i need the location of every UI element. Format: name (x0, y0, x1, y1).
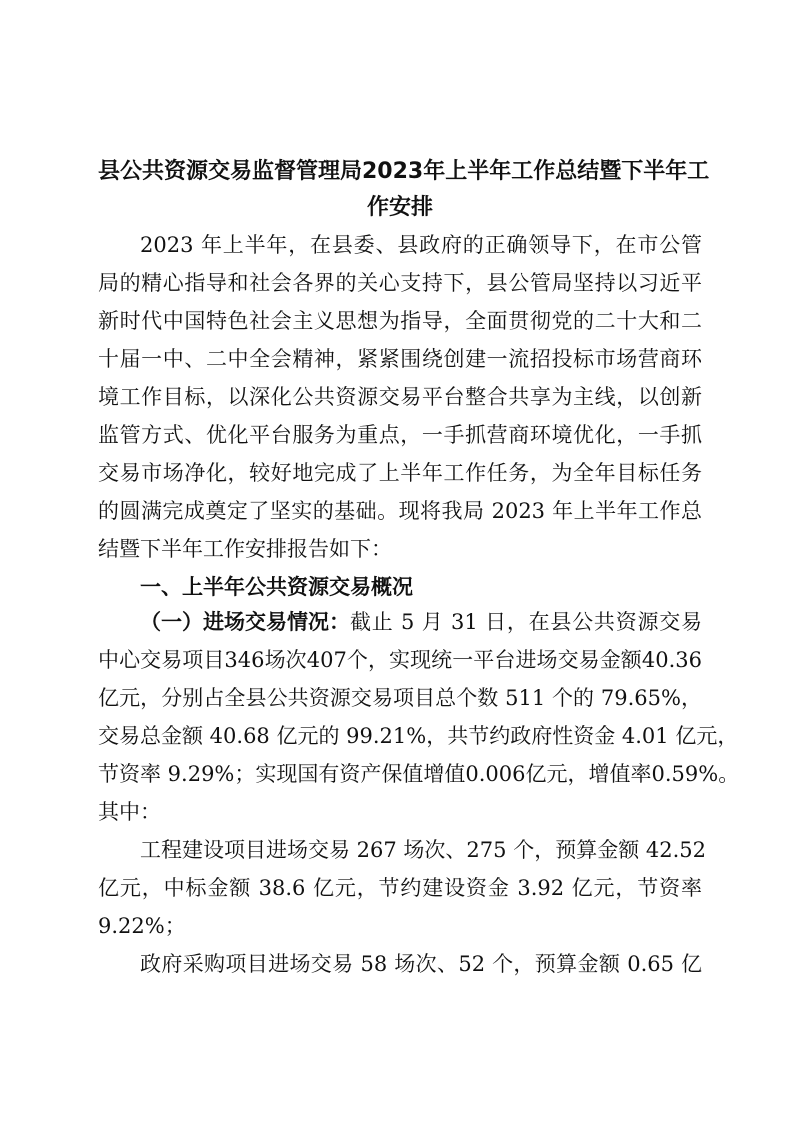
document-title-line-2: 作安排 (366, 195, 433, 220)
intro-paragraph-line: 局的精心指导和社会各界的关心支持下，县公管局坚持以习近平 (98, 271, 702, 295)
intro-paragraph-line: 的圆满完成奠定了坚实的基础。现将我局 2023 年上半年工作总 (98, 499, 702, 523)
intro-paragraph-line: 结暨下半年工作安排报告如下： (98, 537, 392, 561)
document-title-line-1: 县公共资源交易监督管理局2023年上半年工作总结暨下半年工 (98, 159, 710, 184)
intro-paragraph-line: 新时代中国特色社会主义思想为指导，全面贯彻党的二十大和二 (98, 309, 702, 333)
engineering-paragraph-line: 亿元，中标金额 38.6 亿元，节约建设资金 3.92 亿元，节资率 (98, 876, 702, 900)
procurement-paragraph-line: 政府采购项目进场交易 58 场次、52 个，预算金额 0.65 亿 (140, 952, 702, 976)
subsection-1-text: 截止 5 月 31 日，在县公共资源交易 (350, 610, 702, 634)
intro-paragraph-line: 十届一中、二中全会精神，紧紧围绕创建一流招投标市场营商环 (98, 347, 702, 371)
subsection-1-line: 交易总金额 40.68 亿元的 99.21%，共节约政府性资金 4.01 亿元， (98, 724, 739, 748)
subsection-1-label: （一）进场交易情况： (140, 610, 350, 634)
engineering-paragraph-line: 工程建设项目进场交易 267 场次、275 个，预算金额 42.52 (140, 838, 706, 862)
intro-paragraph-line: 交易市场净化，较好地完成了上半年工作任务，为全年目标任务 (98, 461, 702, 485)
intro-paragraph-line: 2023 年上半年，在县委、县政府的正确领导下，在市公管 (140, 233, 702, 257)
subsection-1-line: 中心交易项目346场次407个，实现统一平台进场交易金额40.36 (98, 648, 702, 672)
engineering-paragraph-line: 9.22%； (98, 914, 186, 938)
subsection-1-line: 其中： (98, 800, 161, 824)
intro-paragraph-line: 监管方式、优化平台服务为重点，一手抓营商环境优化，一手抓 (98, 423, 702, 447)
subsection-1-first-line (140, 609, 702, 635)
subsection-1-line: 亿元，分别占全县公共资源交易项目总个数 511 个的 79.65%， (98, 686, 702, 710)
subsection-1-line: 节资率 9.29%；实现国有资产保值增值0.006亿元，增值率0.59%。 (98, 762, 740, 786)
section-heading-1: 一、上半年公共资源交易概况 (140, 575, 413, 599)
intro-paragraph-line: 境工作目标，以深化公共资源交易平台整合共享为主线，以创新 (98, 385, 702, 409)
